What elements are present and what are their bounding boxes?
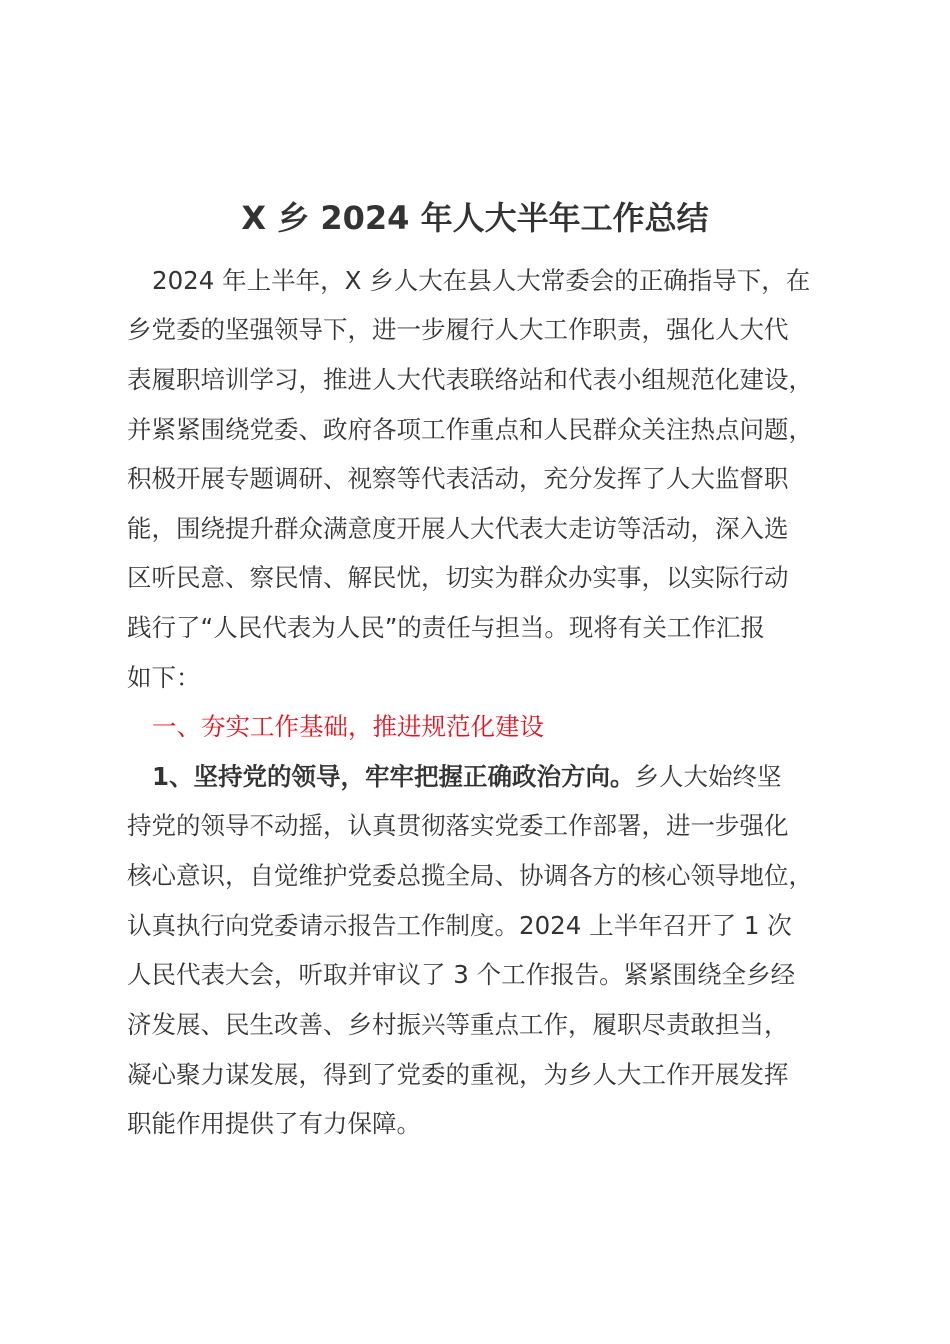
document-title: X 乡 2024 年人大半年工作总结 [241, 199, 709, 237]
point-1-line: 职能作用提供了有力保障。 [127, 1109, 421, 1138]
section-heading: 一、夯实工作基础，推进规范化建设 [152, 712, 544, 741]
intro-line: 积极开展专题调研、视察等代表活动，充分发挥了人大监督职 [127, 464, 789, 493]
intro-line: 表履职培训学习，推进人大代表联络站和代表小组规范化建设， [127, 365, 813, 394]
point-1-line: 持党的领导不动摇，认真贯彻落实党委工作部署，进一步强化 [127, 811, 789, 840]
point-1-line: 认真执行向党委请示报告工作制度。2024 上半年召开了 1 次 [127, 911, 792, 940]
intro-line: 能，围绕提升群众满意度开展人大代表大走访等活动，深入选 [127, 514, 789, 543]
intro-line: 践行了“人民代表为人民”的责任与担当。现将有关工作汇报 [127, 613, 765, 642]
intro-line: 并紧紧围绕党委、政府各项工作重点和人民群众关注热点问题， [127, 415, 813, 444]
point-1-line: 人民代表大会，听取并审议了 3 个工作报告。紧紧围绕全乡经 [127, 960, 796, 989]
intro-line: 2024 年上半年，X 乡人大在县人大常委会的正确指导下，在 [152, 266, 811, 295]
point-1-heading: 1、坚持党的领导，牢牢把握正确政治方向。 [152, 762, 635, 791]
point-1-first-line [152, 760, 782, 794]
point-1-text: 乡人大始终坚 [634, 762, 782, 791]
point-1-line: 凝心聚力谋发展，得到了党委的重视，为乡人大工作开展发挥 [127, 1060, 789, 1089]
intro-line: 区听民意、察民情、解民忧，切实为群众办实事，以实际行动 [127, 563, 789, 592]
point-1-line: 核心意识，自觉维护党委总揽全局、协调各方的核心领导地位， [127, 861, 813, 890]
intro-line: 如下： [127, 663, 201, 692]
intro-line: 乡党委的坚强领导下，进一步履行人大工作职责，强化人大代 [127, 315, 789, 344]
point-1-line: 济发展、民生改善、乡村振兴等重点工作，履职尽责敢担当， [127, 1010, 789, 1039]
